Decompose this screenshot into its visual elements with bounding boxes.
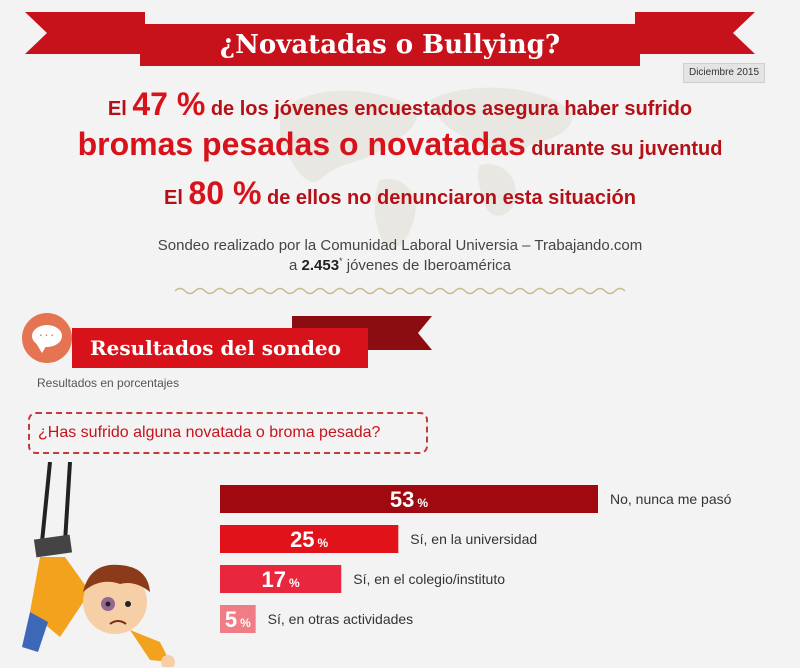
bullied-boy-illustration [20, 462, 200, 667]
bar-value-label-1: 53 % [389, 487, 429, 512]
wavy-divider [175, 286, 625, 296]
question-text: ¿Has sufrido alguna novatada o broma pesada? [38, 424, 381, 441]
bar-category-label-3: Sí, en el colegio/instituto [353, 571, 506, 587]
ribbon-left-tail [25, 12, 145, 54]
section-ribbon [72, 320, 372, 370]
speech-bubble-icon: ··· [22, 313, 72, 363]
survey-sample: a 2.453* jóvenes de Iberoamérica [288, 256, 511, 274]
units-note: Resultados en porcentajes [37, 376, 180, 390]
bar-category-label-4: Sí, en otras actividades [267, 611, 414, 627]
results-bar-chart [205, 475, 795, 640]
bar-value-label-4: 5 % [224, 607, 251, 632]
ribbon-right-tail [635, 12, 755, 54]
sample-size: 2.453 [301, 257, 340, 274]
section-title: Resultados del sondeo [90, 336, 341, 360]
survey-source: Sondeo realizado por la Comunidad Laboral Universia – Trabajando.com [157, 237, 643, 254]
headline-percent-47: 47 % [132, 86, 206, 122]
headline-emphasis: bromas pesadas o novatadas [77, 126, 526, 162]
headline-percent-80: 80 % [188, 175, 262, 211]
bar-value-label-3: 17 % [261, 567, 300, 592]
bar-category-label-1: No, nunca me pasó [610, 491, 732, 507]
bar-value-label-2: 25 % [290, 527, 329, 552]
title-ribbon [110, 18, 670, 72]
date-label: Diciembre 2015 [683, 63, 765, 83]
bar-category-label-2: Sí, en la universidad [410, 531, 538, 547]
headline-line-3: El 80 % de ellos no denunciaron esta situación [164, 175, 636, 211]
headline-line-1: El 47 % de los jóvenes encuestados asegura haber sufrido [107, 86, 693, 122]
headline-line-2: bromas pesadas o novatadas durante su juventud [77, 126, 723, 162]
page-title: ¿Novatadas o Bullying? [219, 30, 561, 60]
